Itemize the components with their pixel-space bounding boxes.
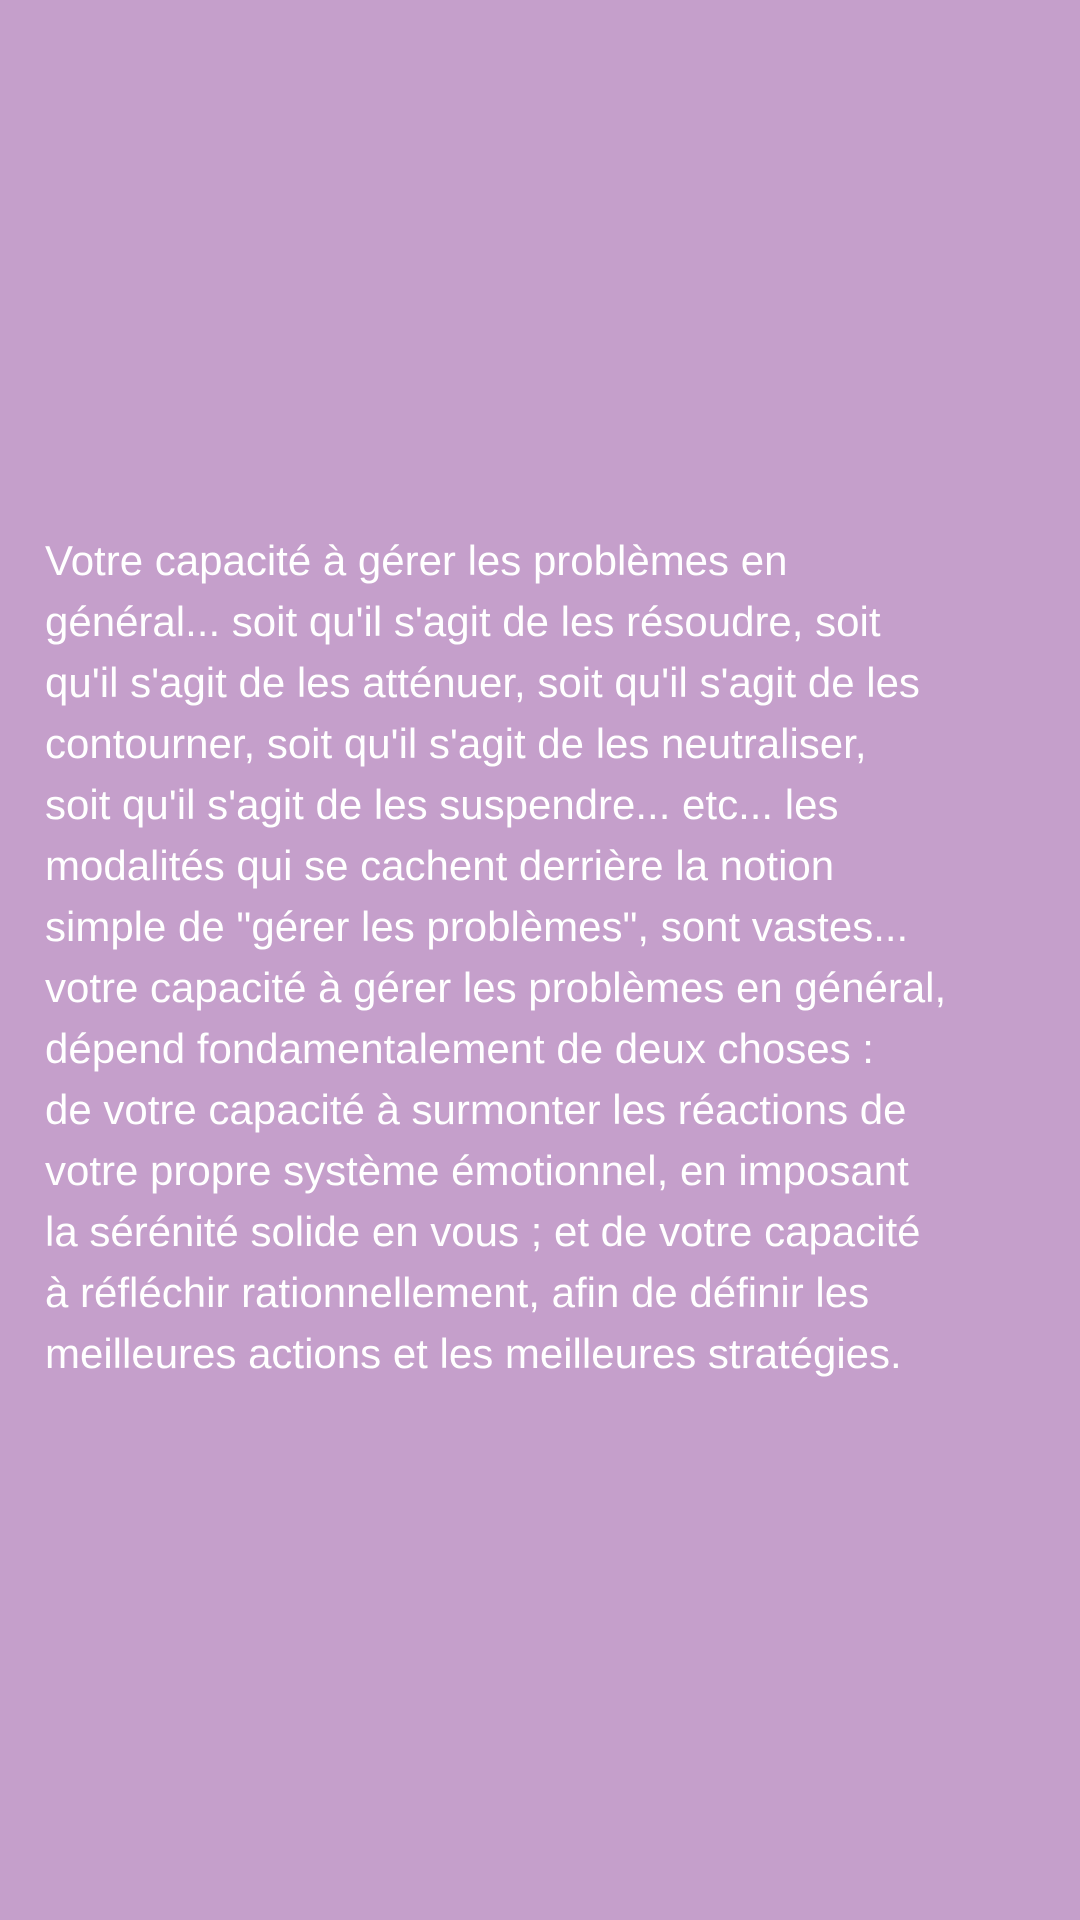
quote-line: Votre capacité à gérer les problèmes en [45, 537, 788, 584]
quote-line: de votre capacité à surmonter les réactions de [45, 1086, 907, 1133]
quote-line: la sérénité solide en vous ; et de votre capacité [45, 1208, 921, 1255]
quote-line: à réfléchir rationnellement, afin de définir les [45, 1269, 870, 1316]
quote-line: soit qu'il s'agit de les suspendre... etc... les [45, 781, 839, 828]
quote-line: qu'il s'agit de les atténuer, soit qu'il s'agit de les [45, 659, 920, 706]
quote-text [45, 530, 1055, 1384]
quote-line: simple de "gérer les problèmes", sont vastes... [45, 903, 909, 950]
quote-line: votre capacité à gérer les problèmes en général, [45, 964, 947, 1011]
quote-line: contourner, soit qu'il s'agit de les neutraliser, [45, 720, 867, 767]
quote-line: général... soit qu'il s'agit de les résoudre, soit [45, 598, 881, 645]
quote-line: votre propre système émotionnel, en imposant [45, 1147, 909, 1194]
quote-line: dépend fondamentalement de deux choses : [45, 1025, 874, 1072]
quote-line: meilleures actions et les meilleures stratégies. [45, 1330, 902, 1377]
quote-line: modalités qui se cachent derrière la notion [45, 842, 835, 889]
